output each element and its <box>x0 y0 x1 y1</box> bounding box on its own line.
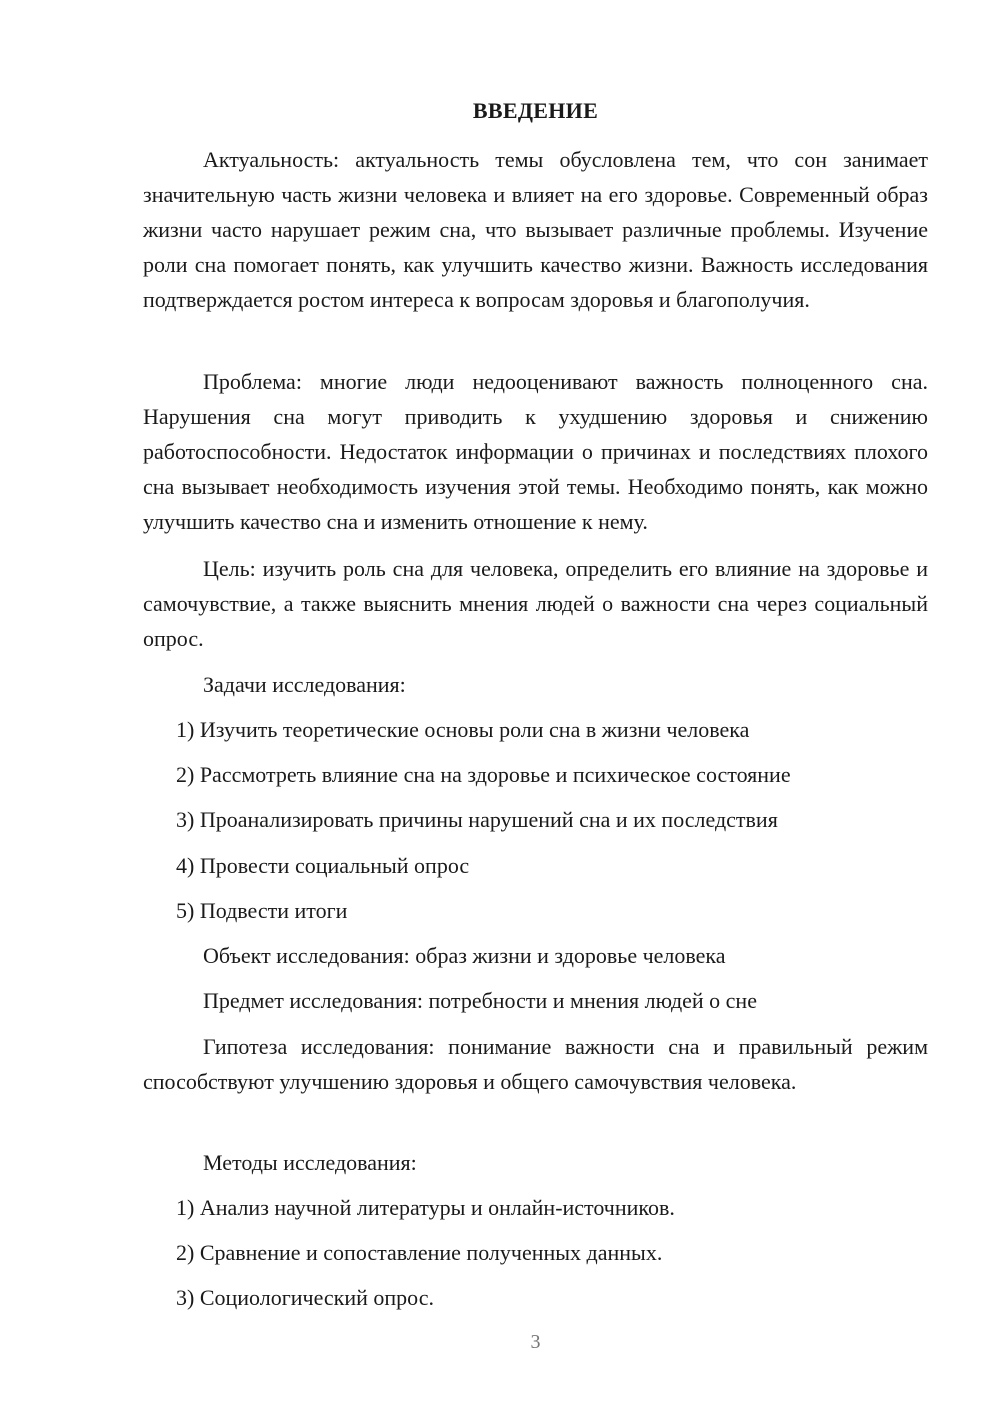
task-item: 1) Изучить теоретические основы роли сна в жизни человека <box>176 717 750 742</box>
relevance-paragraph: Актуальность: актуальность темы обусловлена тем, что сон занимает значительную часть жизни человека и влияет на его здоровье. Современный образ жизни часто нарушает режим сна, что вызывает различные проблемы. Изучение роли сна помогает понять, как улучшить качество жизни. Важность исследования подтверждается ростом интереса к вопросам здоровья и благополучия. <box>143 147 928 312</box>
method-item: 2) Сравнение и сопоставление полученных данных. <box>176 1240 663 1265</box>
document-page <box>143 0 928 1414</box>
page-number: 3 <box>530 1331 541 1353</box>
task-item: 2) Рассмотреть влияние сна на здоровье и психическое состояние <box>176 762 791 787</box>
methods-title: Методы исследования: <box>203 1150 417 1175</box>
hypothesis-paragraph: Гипотеза исследования: понимание важности сна и правильный режим способствуют улучшению здоровья и общего самочувствия человека. <box>143 1034 928 1094</box>
task-item: 4) Провести социальный опрос <box>176 853 470 878</box>
tasks-title: Задачи исследования: <box>203 672 406 697</box>
research-object: Объект исследования: образ жизни и здоровье человека <box>203 943 726 968</box>
section-heading: ВВЕДЕНИЕ <box>472 98 599 123</box>
goal-paragraph: Цель: изучить роль сна для человека, определить его влияние на здоровье и самочувствие, а также выяснить мнения людей о важности сна через социальный опрос. <box>143 556 928 651</box>
research-subject: Предмет исследования: потребности и мнения людей о сне <box>203 988 757 1013</box>
problem-paragraph: Проблема: многие люди недооценивают важность полноценного сна. Нарушения сна могут приводить к ухудшению здоровья и снижению работоспособности. Недостаток информации о причинах и последствиях плохого сна вызывает необходимость изучения этой темы. Необходимо понять, как можно улучшить качество сна и изменить отношение к нему. <box>143 369 928 534</box>
method-item: 3) Социологический опрос. <box>176 1285 434 1310</box>
method-item: 1) Анализ научной литературы и онлайн-источников. <box>176 1195 675 1220</box>
task-item: 3) Проанализировать причины нарушений сна и их последствия <box>176 807 778 832</box>
task-item: 5) Подвести итоги <box>176 898 348 923</box>
